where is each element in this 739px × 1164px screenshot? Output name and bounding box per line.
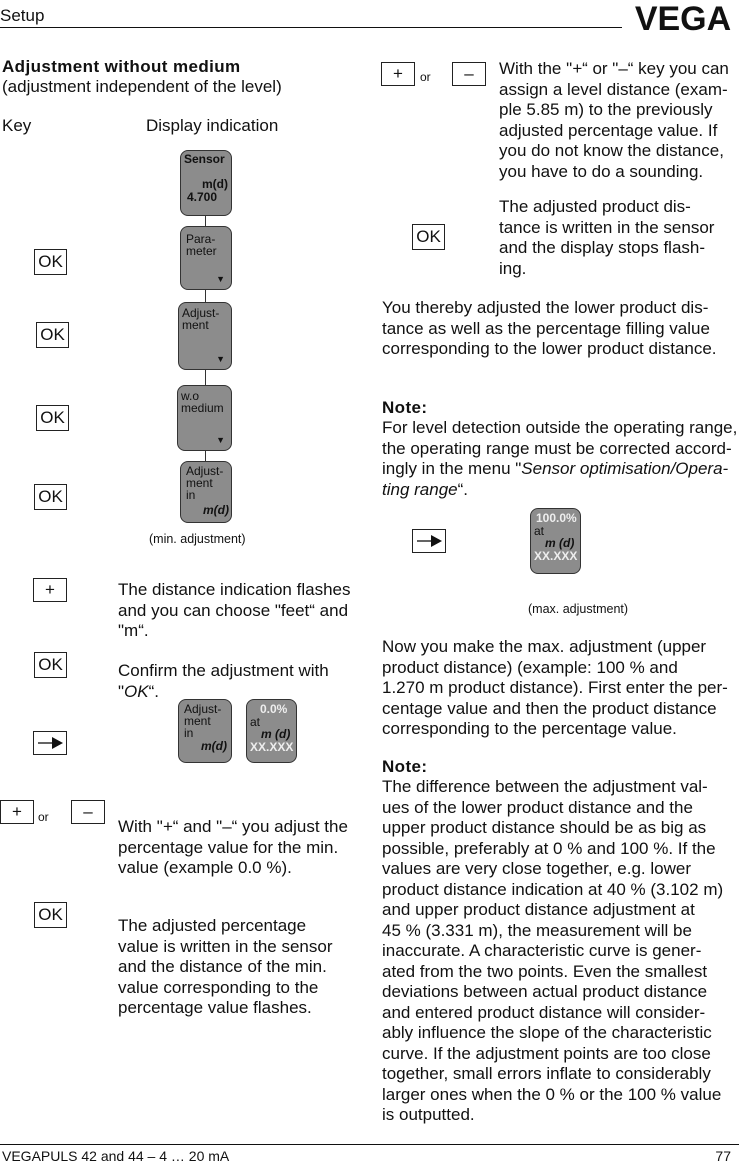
text-line: tance is written in the sensor: [499, 217, 715, 237]
text-line: percentage value for the min.: [118, 837, 339, 857]
ok-key[interactable]: OK: [34, 484, 67, 510]
display-text: Adjust-: [184, 702, 222, 716]
text-line: the operating range must be corrected accord-: [382, 438, 732, 458]
display-sensor: [180, 150, 232, 216]
text-span: ting range: [382, 479, 458, 499]
display-text: w.o: [181, 389, 200, 403]
display-text: m (d): [261, 727, 291, 741]
text-line: "m“.: [118, 621, 149, 640]
text-line: value is written in the sensor: [118, 936, 333, 956]
text-span: +: [162, 817, 173, 836]
minus-key[interactable]: –: [452, 62, 486, 86]
ok-key[interactable]: OK: [34, 902, 67, 928]
text-line: [118, 817, 348, 838]
text-line: ple 5.85 m) to the previously: [499, 100, 713, 119]
display-adjustment-in: [178, 699, 232, 763]
plus-key[interactable]: +: [0, 800, 34, 824]
header-rule: [0, 27, 622, 28]
arrow-right-icon: [36, 736, 64, 750]
paragraph-flash: [118, 580, 350, 642]
text-span: “.: [148, 681, 159, 701]
note-heading: Note:: [382, 757, 428, 776]
display-text: Sensor: [184, 152, 225, 166]
text-line: 45 % (3.331 m), the measurement will be: [382, 920, 692, 940]
svg-text:VEGA: VEGA: [634, 2, 732, 32]
text-span: Sensor optimisation/Opera-: [521, 459, 729, 478]
text-line: The adjusted product dis-: [499, 197, 691, 216]
text-line: values are very close together, e.g. lower: [382, 859, 691, 878]
text-line: and the distance of the min.: [118, 957, 327, 976]
text-line: assign a level distance (exam-: [499, 79, 728, 99]
text-line: is outputted.: [382, 1105, 475, 1124]
column-key-label: Key: [2, 116, 32, 135]
text-line: value (example 0.0 %).: [118, 858, 292, 877]
text-line: curve. If the adjustment points are too close: [382, 1043, 711, 1063]
ok-key[interactable]: OK: [412, 224, 445, 250]
text-line: product distance) (example: 100 % and: [382, 657, 678, 677]
ok-key[interactable]: OK: [36, 322, 69, 348]
text-line: [382, 459, 737, 480]
text-span: +: [572, 59, 583, 78]
text-line: Now you make the max. adjustment (upper: [382, 637, 707, 656]
display-text: m (d): [545, 536, 575, 550]
display-text: Adjust-: [182, 306, 220, 320]
display-text: XX.XXX: [250, 740, 294, 754]
plus-key[interactable]: +: [381, 62, 415, 86]
paragraph-result: [382, 298, 717, 360]
display-parameter: [180, 226, 232, 290]
right-arrow-key[interactable]: [33, 731, 67, 755]
text-line: tance as well as the percentage filling value: [382, 318, 710, 338]
text-line: possible, preferably at 0 % and 100 %. If the: [382, 838, 716, 858]
display-max-percentage: [530, 508, 581, 574]
section-title: Setup: [0, 6, 45, 25]
text-line: and upper product distance adjustment at: [382, 900, 695, 919]
display-text: ment: [184, 714, 211, 728]
text-line: and you can choose "feet“ and: [118, 600, 349, 620]
text-line: The adjusted percentage: [118, 916, 307, 935]
text-line: you have to do a sounding.: [499, 161, 704, 181]
paragraph-assign: [499, 59, 729, 182]
text-line: ing.: [499, 258, 527, 278]
or-label: or: [38, 810, 49, 824]
display-text: ment: [182, 318, 209, 332]
text-line: inaccurate. A characteristic curve is gener-: [382, 941, 702, 960]
text-line: 1.270 m product distance). First enter the per-: [382, 678, 728, 697]
display-adjustment-in: [180, 461, 232, 523]
text-line: you do not know the distance,: [499, 141, 724, 160]
ok-key[interactable]: OK: [36, 405, 69, 431]
text-span: With the ": [499, 59, 573, 78]
section-heading: Adjustment without medium: [2, 57, 241, 76]
text-line: corresponding to the lower product distance.: [382, 339, 717, 358]
or-label: or: [420, 70, 431, 84]
text-line: The difference between the adjustment val-: [382, 777, 708, 796]
text-span: “.: [457, 479, 469, 499]
arrow-down-icon: ▼: [216, 274, 225, 284]
note-difference: [382, 777, 723, 1126]
text-line: percentage value flashes.: [118, 998, 312, 1017]
text-line: For level detection outside the operating range,: [382, 418, 738, 437]
ok-key[interactable]: OK: [34, 652, 67, 678]
paragraph-with-keys: [118, 817, 348, 879]
paragraph-max-adjustment: [382, 637, 728, 740]
text-line: value corresponding to the: [118, 977, 319, 997]
display-text: m(d): [202, 177, 228, 191]
display-text: medium: [181, 401, 224, 415]
text-line: and entered product distance will consider-: [382, 1002, 706, 1022]
menu-connector: [205, 368, 206, 386]
note-heading: Note:: [382, 398, 428, 417]
text-line: ues of the lower product distance and the: [382, 797, 693, 817]
display-without-medium: [177, 385, 232, 451]
display-text: meter: [186, 244, 217, 258]
display-text: 100.0%: [536, 511, 577, 525]
paragraph-written: [499, 197, 714, 279]
display-text: m(d): [201, 739, 227, 753]
section-subtitle: (adjustment independent of the level): [2, 77, 282, 96]
display-text: in: [186, 488, 196, 502]
text-line: adjusted percentage value. If: [499, 120, 718, 140]
text-line: together, small errors inflate to considerably: [382, 1064, 711, 1083]
text-line: centage value and then the product distance: [382, 698, 717, 718]
text-span: With ": [118, 817, 163, 836]
text-line: and the display stops flash-: [499, 238, 706, 257]
text-line: You thereby adjusted the lower product dis-: [382, 298, 709, 317]
plus-key[interactable]: +: [33, 578, 67, 602]
text-span: ": [118, 681, 125, 701]
footer-document: VEGAPULS 42 and 44 – 4 … 20 mA: [2, 1148, 230, 1164]
text-line: ated from the two points. Even the smallest: [382, 961, 708, 981]
display-adjustment: [178, 302, 232, 370]
display-text: ment: [186, 476, 213, 490]
arrow-down-icon: ▼: [216, 354, 225, 364]
display-text: at: [534, 524, 545, 538]
text-line: upper product distance should be as big as: [382, 818, 707, 837]
text-span: OK: [124, 681, 149, 701]
text-line: larger ones when the 0 % or the 100 % value: [382, 1084, 722, 1104]
text-line: [499, 59, 729, 80]
footer-rule: [0, 1144, 739, 1145]
display-text: XX.XXX: [534, 549, 578, 563]
text-line: product distance indication at 40 % (3.102 m): [382, 879, 724, 899]
minus-key[interactable]: –: [71, 800, 105, 824]
ok-key[interactable]: OK: [34, 249, 67, 275]
text-line: [382, 480, 737, 501]
display-text: 0.0%: [260, 702, 288, 716]
text-span: “ or "–“ key you can: [582, 59, 729, 78]
caption-min-adjustment: (min. adjustment): [149, 532, 246, 546]
display-percentage: [246, 699, 297, 763]
text-span: “ and "–“ you adjust the: [172, 817, 348, 836]
page-number: 77: [715, 1148, 731, 1164]
text-line: ably influence the slope of the characteristic: [382, 1023, 712, 1042]
display-text: Adjust-: [186, 464, 224, 478]
text-line: deviations between actual product distance: [382, 982, 708, 1001]
paragraph-adjusted: [118, 916, 333, 1019]
paragraph-confirm: [118, 661, 329, 702]
text-line: Confirm the adjustment with: [118, 661, 329, 680]
display-text: Para-: [186, 232, 216, 246]
text-span: ingly in the menu ": [382, 459, 522, 478]
vega-logo: [629, 2, 737, 32]
display-text: at: [250, 715, 261, 729]
column-display-label: Display indication: [146, 116, 279, 135]
text-line: The distance indication flashes: [118, 580, 351, 599]
arrow-down-icon: ▼: [216, 435, 225, 445]
right-arrow-key[interactable]: [412, 529, 446, 553]
display-text: in: [184, 726, 194, 740]
text-line: corresponding to the percentage value.: [382, 719, 677, 738]
arrow-right-icon: [415, 534, 443, 548]
display-text: 4.700: [187, 190, 218, 204]
note-operating-range: [382, 418, 737, 500]
display-text: m(d): [203, 503, 229, 517]
caption-max-adjustment: (max. adjustment): [528, 602, 629, 616]
